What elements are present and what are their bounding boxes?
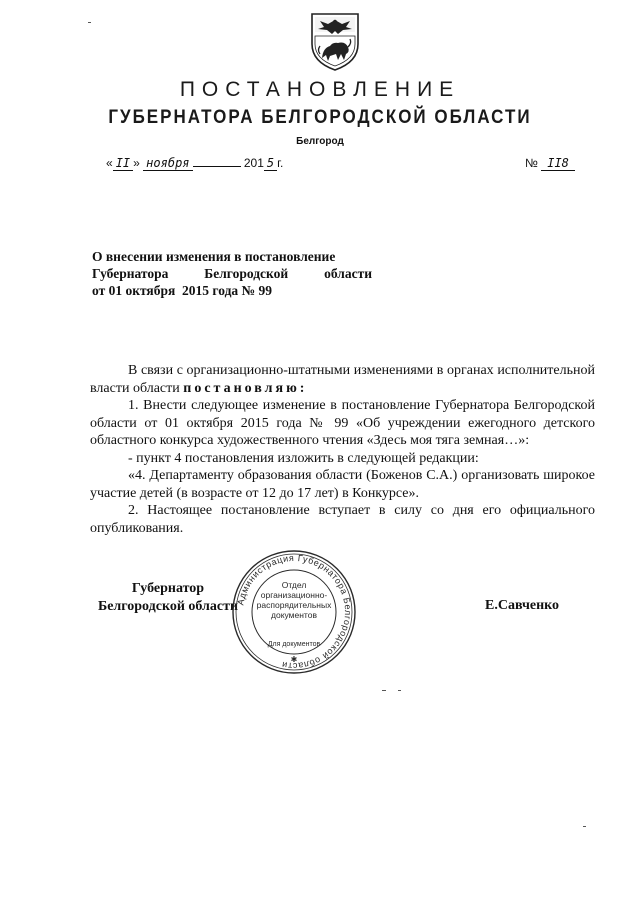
subject-line-2-word-3: области [324,266,372,281]
number-label: № [525,156,538,170]
signatory-name: Е.Савченко [485,598,560,613]
city-name: Белгород [296,136,344,147]
date-close-quote: » [133,156,140,170]
body-paragraph-item-2: 2. Настоящее постановление вступает в силу со дня его официального опубликования. [90,503,595,536]
stamp-line-2: организационно- [260,590,328,600]
stamp-line-3: распорядительных [256,600,332,610]
stamp-line-4: документов [271,610,317,620]
subject-line-1: О внесении изменения в постановление [92,249,336,264]
document-subject [92,248,372,299]
subject-line-2-word-2: Белгородской [204,266,289,281]
document-date [106,156,283,170]
body-paragraph-preamble [90,362,595,397]
stamp-star-icon: ✱ [290,655,298,664]
number-value: II8 [541,156,575,171]
stamp-center-text [254,580,334,620]
issuer-title: ГУБЕРНАТОРА БЕЛГОРОДСКОЙ ОБЛАСТИ [108,105,532,128]
date-year-end: г. [277,156,284,170]
stamp-line-1: Отдел [281,580,307,590]
signatory-position [88,580,248,616]
stamp-outer-text: Администрация Губернатора Белгородской области [235,552,354,672]
document-type-title: ПОСТАНОВЛЕНИЕ [179,78,461,101]
scan-mark [88,22,91,23]
date-open-quote: « [106,156,113,170]
resolve-word: постановляю: [183,380,308,396]
stamp-bottom-text: Для документов [267,641,321,648]
body-paragraph-subitem: - пункт 4 постановления изложить в следующей редакции: [128,450,479,466]
document-body [90,362,595,537]
date-day: II [113,156,133,171]
body-paragraph-item-1: 1. Внести следующее изменение в постановление Губернатора Белгородской области от 01 октября 2015 года № 99 «Об учреждении ежегодного детского областного конкурса художественного чтения «Здесь моя тяга земная…»: [90,398,595,448]
scan-mark [398,690,401,691]
preamble-text: В связи с организационно-штатными изменениями в органах исполнительной власти области [90,363,595,396]
scan-mark [583,826,586,827]
subject-line-2 [92,265,372,282]
date-month: ноября [143,156,192,171]
date-year-prefix: 201 [243,156,264,170]
date-year-suffix: 5 [264,156,277,171]
subject-line-2-word-1: Губернатора [92,266,169,281]
signatory-position-line-2: Белгородской области [97,599,239,614]
scan-mark [382,690,386,691]
body-paragraph-new-wording: «4. Департаменту образования области (Боженов С.А.) организовать широкое участие детей (в возрасте от 12 до 17 лет) в Конкурсе». [90,468,595,501]
belgorod-coat-of-arms-icon [308,10,362,72]
signatory-position-line-1: Губернатор [131,581,205,596]
subject-line-3: от 01 октября 2015 года № 99 [92,283,272,298]
date-blank-line [193,156,241,167]
document-number [525,156,575,170]
